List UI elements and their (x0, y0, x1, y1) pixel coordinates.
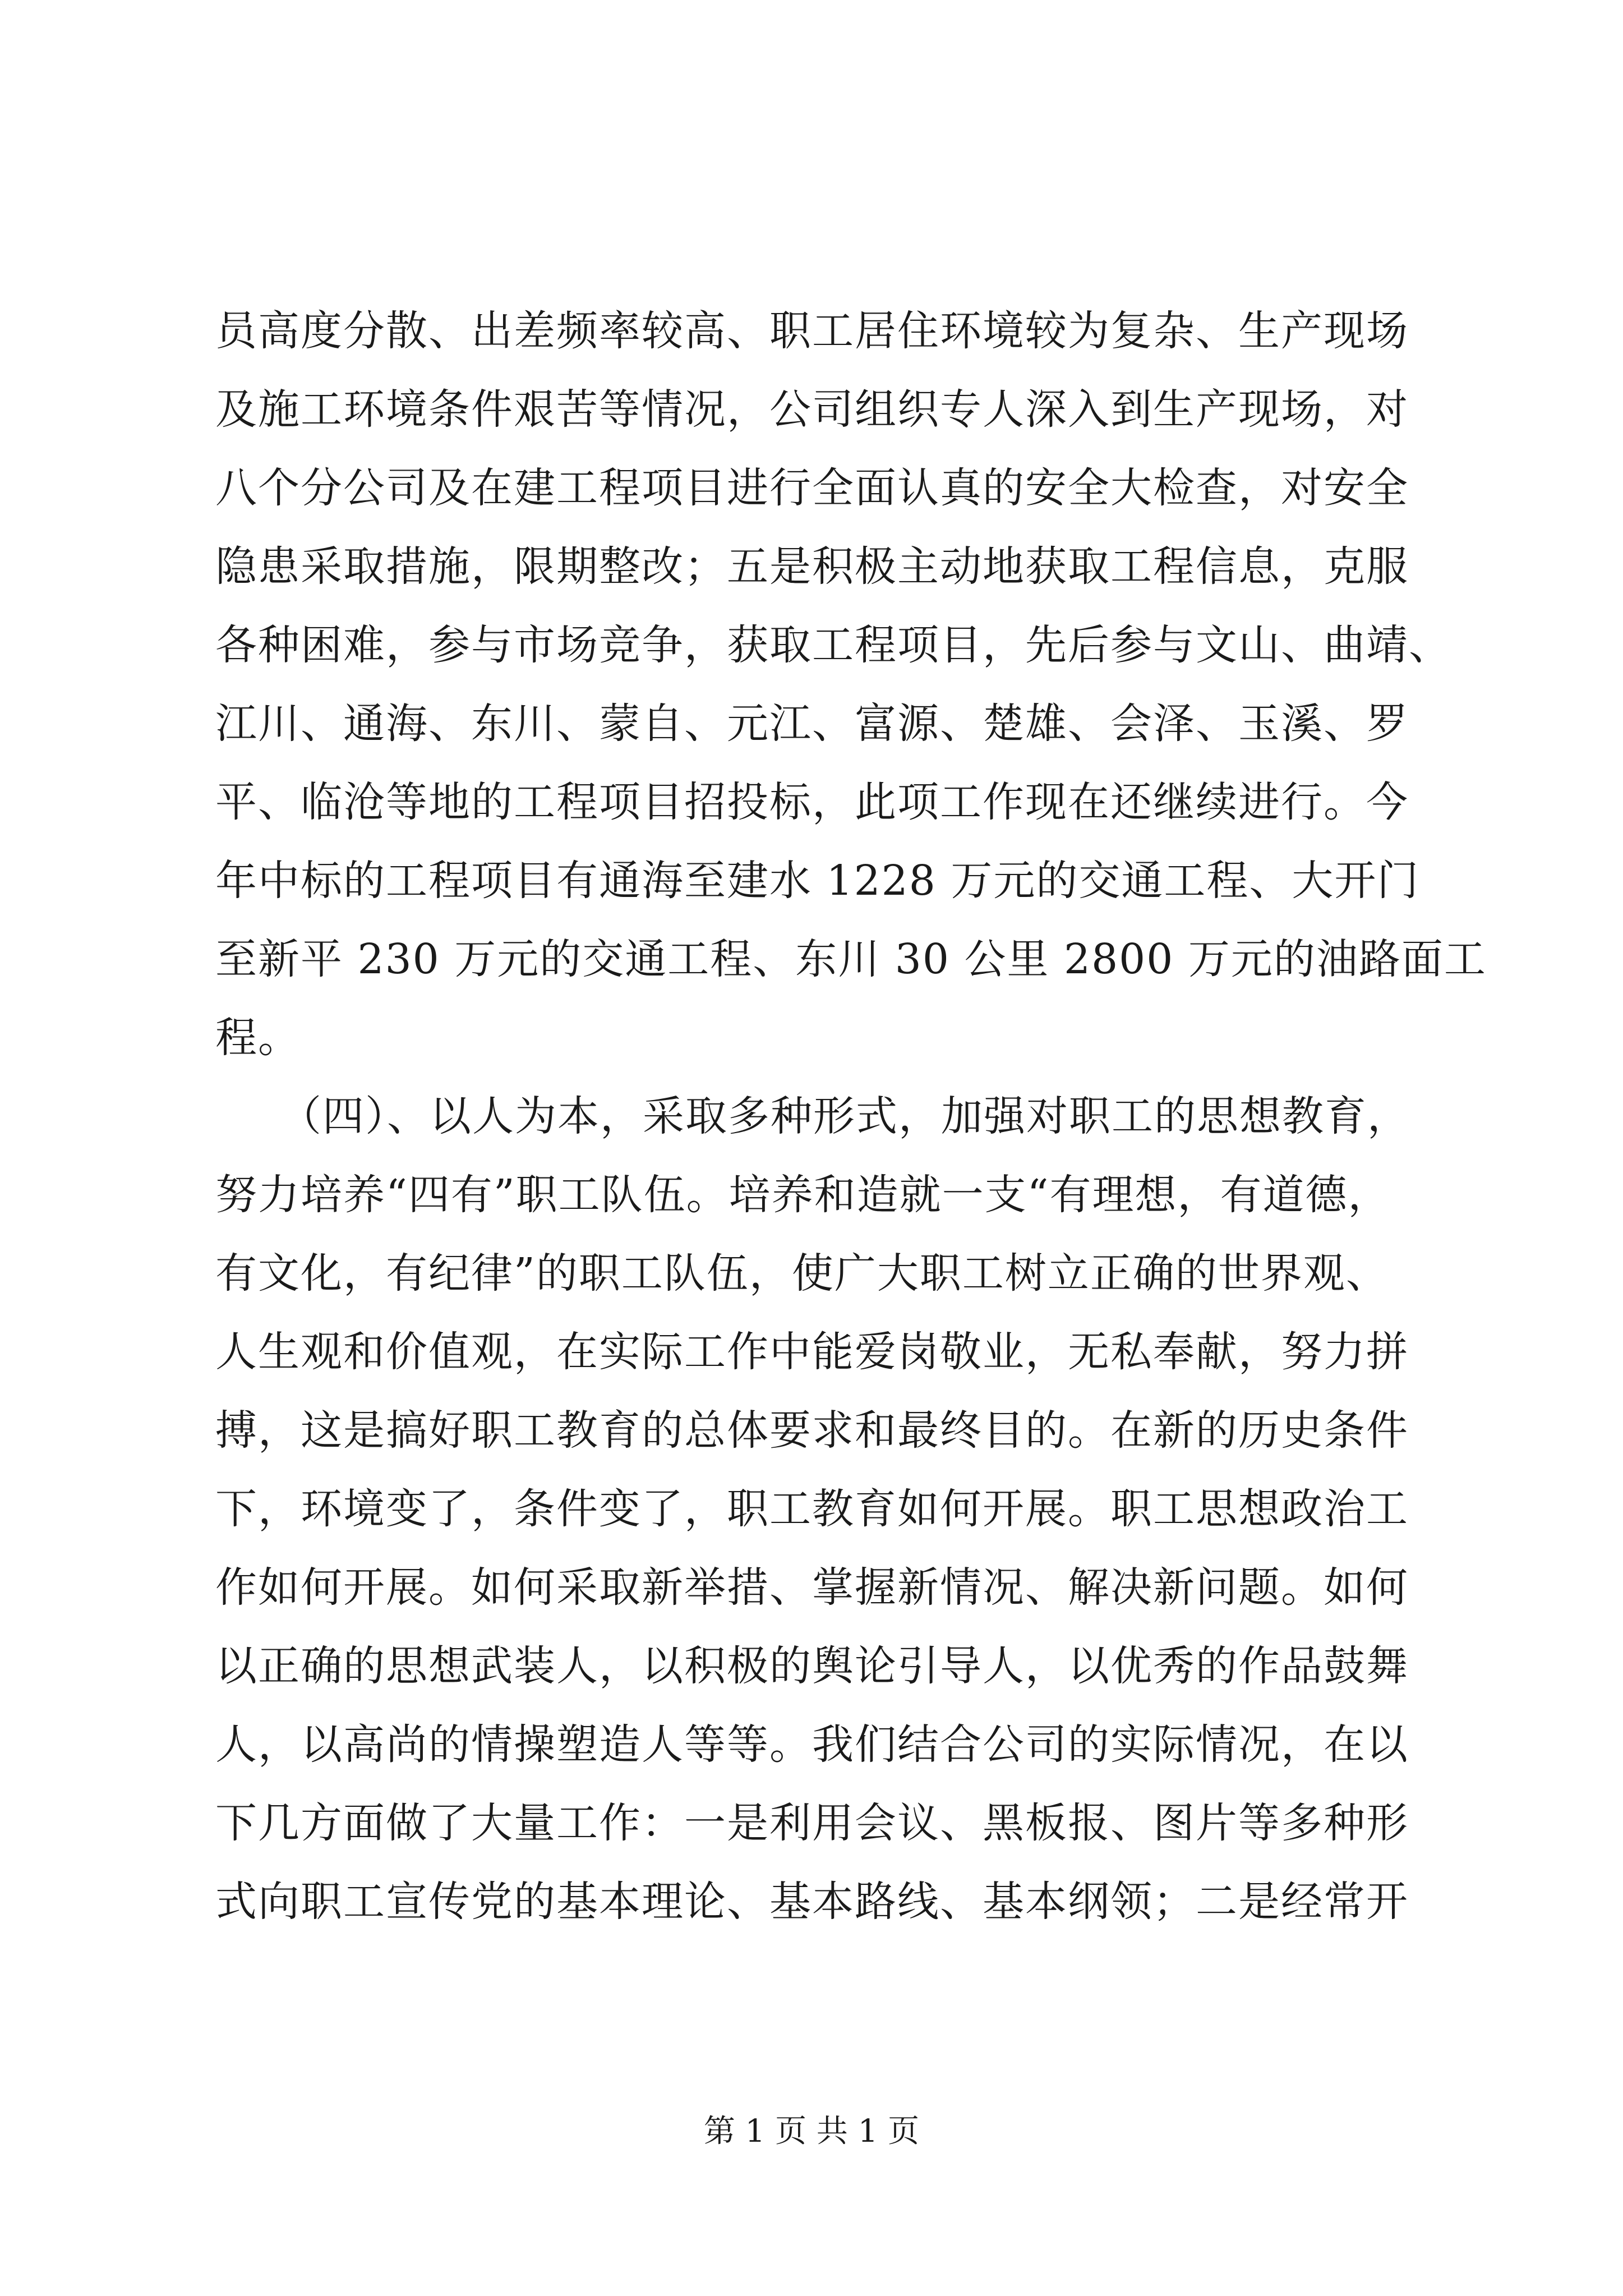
text-line: 以正确的思想武装人，以积极的舆论引导人，以优秀的作品鼓舞 (215, 1642, 1409, 1690)
text-line: 作如何开展。如何采取新举措、掌握新情况、解决新问题。如何 (215, 1563, 1409, 1612)
text-line: 员高度分散、出差频率较高、职工居住环境较为复杂、生产现场 (215, 307, 1409, 355)
text-line: 年中标的工程项目有通海至建水 1228 万元的交通工程、大开门 (215, 857, 1420, 905)
text-line: 及施工环境条件艰苦等情况，公司组织专人深入到生产现场，对 (215, 385, 1409, 434)
text-line: 至新平 230 万元的交通工程、东川 30 公里 2800 万元的油路面工 (215, 935, 1487, 983)
text-line: 平、临沧等地的工程项目招投标，此项工作现在还继续进行。今 (215, 778, 1409, 826)
text-line: 隐患采取措施，限期整改；五是积极主动地获取工程信息，克服 (215, 542, 1409, 591)
text-line: 程。 (215, 1014, 301, 1062)
text-line: 有文化，有纪律”的职工队伍，使广大职工树立正确的世界观、 (215, 1249, 1389, 1297)
text-line: 下，环境变了，条件变了，职工教育如何开展。职工思想政治工 (215, 1485, 1409, 1533)
text-line: 努力培养“四有”职工队伍。培养和造就一支“有理想，有道德， (215, 1171, 1391, 1219)
text-line: 八个分公司及在建工程项目进行全面认真的安全大检查，对安全 (215, 464, 1409, 512)
document-body (215, 292, 1487, 1941)
text-line: 各种困难，参与市场竞争，获取工程项目，先后参与文山、曲靖、 (215, 621, 1451, 669)
text-line: 人，以高尚的情操塑造人等等。我们结合公司的实际情况，在以 (215, 1720, 1409, 1769)
text-line: 搏，这是搞好职工教育的总体要求和最终目的。在新的历史条件 (215, 1406, 1409, 1455)
text-line: 下几方面做了大量工作：一是利用会议、黑板报、图片等多种形 (215, 1799, 1409, 1847)
text-line: 江川、通海、东川、蒙自、元江、富源、楚雄、会泽、玉溪、罗 (215, 700, 1409, 748)
text-line: 人生观和价值观，在实际工作中能爱岗敬业，无私奉献，努力拼 (215, 1328, 1409, 1376)
page-footer: 第 1 页 共 1 页 (703, 2113, 920, 2150)
text-line: 式向职工宣传党的基本理论、基本路线、基本纲领；二是经常开 (215, 1878, 1409, 1926)
paragraph-heading-line: （四）、以人为本，采取多种形式，加强对职工的思想教育， (215, 1092, 1410, 1140)
